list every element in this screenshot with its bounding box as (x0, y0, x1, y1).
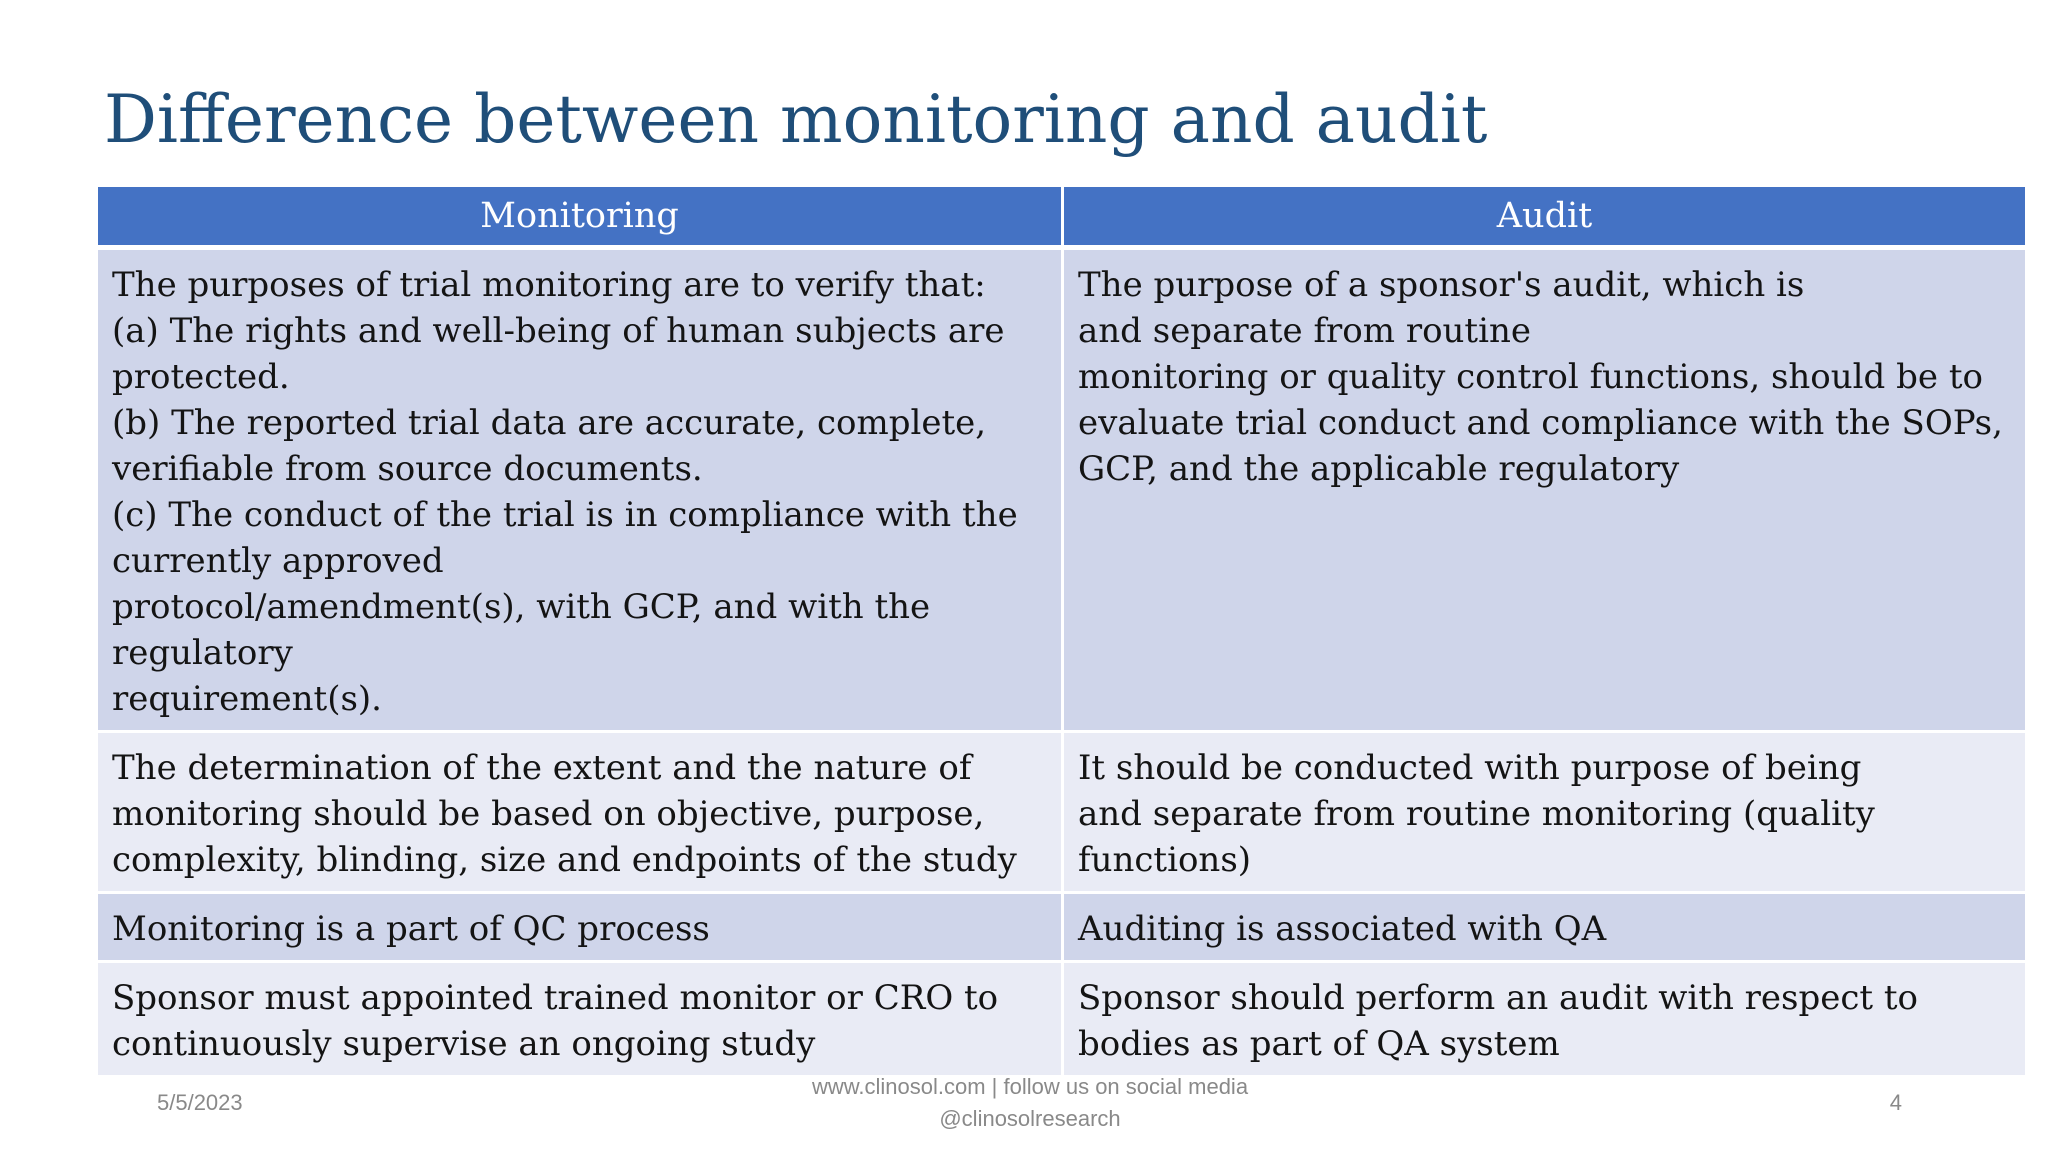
table-cell-monitoring (97, 732, 1063, 893)
header-monitoring: Monitoring (97, 186, 1063, 248)
header-audit: Audit (1063, 186, 2027, 248)
footer-date: 5/5/2023 (157, 1090, 243, 1115)
comparison-table (95, 184, 2028, 1078)
table-cell-audit (1063, 732, 2027, 893)
table-row (97, 248, 2027, 732)
table-row (97, 893, 2027, 962)
table-cell-monitoring (97, 248, 1063, 732)
table-cell-audit (1063, 962, 2027, 1077)
table-cell-audit (1063, 893, 2027, 962)
table-row (97, 732, 2027, 893)
cell-text: Sponsor should perform an audit with respect to bodies as part of QA system (1078, 978, 1919, 1064)
table-cell-audit (1063, 248, 2027, 732)
footer-website-line: www.clinosol.com | follow us on social media (811, 1074, 1249, 1099)
table-cell-monitoring (97, 962, 1063, 1077)
footer-website (730, 1071, 1330, 1135)
cell-text: The purpose of a sponsor's audit, which is and separate from routine monitoring or quality control functions, should be to evaluate trial conduct and compliance with the SOPs, GCP, and the applicable regulatory (1078, 265, 2003, 489)
slide-title: Difference between monitoring and audit (104, 81, 1488, 158)
table-header-row (97, 186, 2027, 248)
table-row (97, 962, 2027, 1077)
cell-text: Sponsor must appointed trained monitor or CRO to continuously supervise an ongoing study (112, 978, 999, 1064)
footer-social-handle: @clinosolresearch (939, 1106, 1121, 1131)
cell-text: It should be conducted with purpose of being and separate from routine monitoring (quality functions) (1078, 748, 1875, 880)
cell-text: The determination of the extent and the nature of monitoring should be based on objective, purpose, complexity, blinding, size and endpoints of the study (112, 748, 1017, 880)
cell-text: Monitoring is a part of QC process (112, 909, 710, 949)
table-cell-monitoring (97, 893, 1063, 962)
cell-text: Auditing is associated with QA (1078, 909, 1607, 949)
page-number: 4 (1889, 1090, 1902, 1115)
cell-text: The purposes of trial monitoring are to verify that: (a) The rights and well-being of human subjects are protected. (b) The reported trial data are accurate, complete, verifiable from source documents. (c) The conduct of the trial is in compliance with the currently approved protocol/amendment(s), with GCP, and with the regulatory requirement(s). (112, 265, 1018, 719)
